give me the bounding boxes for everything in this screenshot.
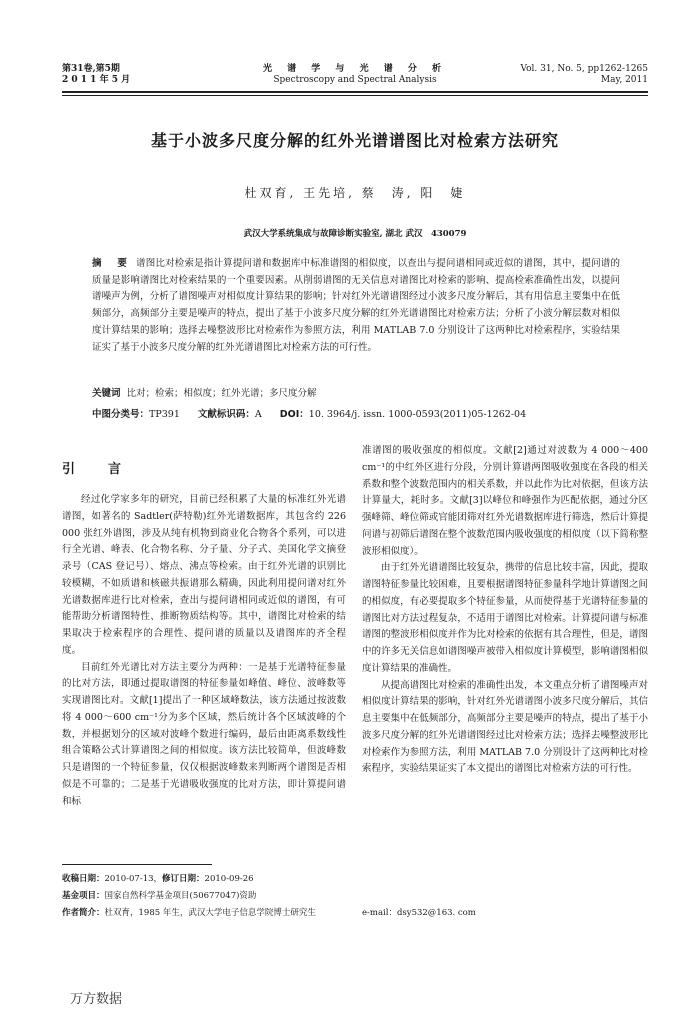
- footnotes: [62, 871, 648, 922]
- keywords: [92, 386, 620, 403]
- doi-label: DOI：: [279, 409, 309, 420]
- header-rule-thick: [62, 91, 648, 93]
- issue-date-en: May, 2011: [600, 75, 648, 85]
- intro-paragraph: 目前红外光谱比对方法主要分为两种：一是基于光谱特征参量的比对方法，即通过提取谱图的特征参量如峰值、峰位、波峰数等实现谱图比对。文献[1]提出了一种区域峰数法，该方法通过按波数将 4 000～600 cm⁻¹分为多个区域，然后统计各个区域波峰的个数，并根据划分的区域对波峰个数进行编码，最后由距离系数线性组合策略公式计算谱图之间的相似度。该方法比较简单，但波峰数只是谱图的一个特征参量，仅仅根据波峰数来判断两个谱图是否相似是不可靠的；二是基于光谱吸收强度的比对方法，即计算提问谱和标: [62, 661, 346, 807]
- revised-label: 修订日期：: [162, 874, 205, 884]
- revised-date: 2010-09-26: [204, 874, 254, 884]
- intro-paragraph: 准谱图的吸收强度的相似度。文献[2]通过对波数为 4 000～400 cm⁻¹的中红外区进行分段，分别计算谱两图吸收强度在各段的相关系数和整个波数范围内的相关系数，并以此作为比对依据，但该方法计算量大，耗时多。文献[3]以峰位和峰强作为匹配依据，通过分区强峰筛、峰位筛或官能团筛对红外光谱数据库进行筛选，然后计算提问谱与初筛后谱图在整个波数范围内吸收强度的相似度（以下简称整波形相似度）。: [362, 445, 648, 557]
- received-date: 2010-07-13，: [104, 874, 163, 884]
- journal-name-en: Spectroscopy and Spectral Analysis: [273, 75, 437, 85]
- left-column: [62, 492, 346, 810]
- volume-issue-cn: 第31卷,第5期: [62, 64, 120, 74]
- classification-row: [92, 407, 620, 424]
- bio-label: 作者简介：: [62, 908, 105, 918]
- fund-label: 基金项目：: [62, 891, 105, 901]
- section-heading-introduction: 引 言: [62, 462, 132, 477]
- volume-pages: [520, 64, 648, 86]
- doc-code-label: 文献标识码：: [197, 409, 255, 420]
- journal-name-cn: 光 谱 学 与 光 谱 分 析: [263, 64, 447, 74]
- footnote-fund: [62, 888, 648, 905]
- affiliation: 武汉大学系统集成与故障诊断实验室, 湖北 武汉 430079: [243, 229, 467, 239]
- keywords-text: 比对；检索；相似度；红外光谱；多尺度分解: [126, 388, 317, 399]
- doc-code-value: A: [254, 409, 262, 420]
- footnote-rule: [62, 864, 212, 865]
- received-label: 收稿日期：: [62, 874, 105, 884]
- paper-title: 基于小波多尺度分解的红外光谱谱图比对检索方法研究: [150, 131, 559, 150]
- doi-value[interactable]: 10. 3964/j. issn. 1000-0593(2011)05-1262-04: [308, 409, 527, 420]
- intro-paragraph: 从提高谱图比对检索的准确性出发，本文重点分析了谱图噪声对相似度计算结果的影响，针对红外光谱谱图小波多尺度分解后，其信息主要集中在低频部分，高频部分主要是噪声的特点，提出了基于小波多尺度分解的红外光谱谱图经过比对检索方法；选择去噪整波形比对检索作为参照方法，利用 MATLAB 7.0 分别设计了这两种比对检索程序，实验结果证实了本文提出的谱图比对检索方法的可行性。: [362, 679, 648, 775]
- abstract: [92, 256, 620, 356]
- author-list: 杜双育, 王先培, 蔡 涛, 阳 婕: [244, 186, 466, 200]
- keywords-label: 关键词: [92, 388, 121, 399]
- clc-label: 中图分类号：: [92, 409, 150, 420]
- footnote-dates: [62, 871, 648, 888]
- footnote-bio: [62, 905, 648, 922]
- running-header: [62, 64, 648, 88]
- intro-paragraph: 由于红外光谱谱图比较复杂，携带的信息比较丰富，因此，提取谱图特征参量比较困难，且要根据谱图特征参量科学地计算谱图之间的相似度，有必要提取多个特征参量，从而使得基于光谱特征参量的谱图比对方法过程复杂，不适用于谱图比对检索。计算提问谱与标准谱图的整波形相似度并作为比对检索的依据有其合理性，但是，谱图中的许多无关信息如谱图噪声被带入相似度计算模型，影响谱图相似度计算结果的准确性。: [362, 562, 648, 674]
- issue-date-cn: 2 0 1 1 年 5 月: [62, 75, 131, 85]
- header-rule-thin: [62, 95, 648, 96]
- right-column: [362, 443, 648, 778]
- author-email[interactable]: e-mail：dsy532@163. com: [362, 908, 476, 918]
- abstract-label: 摘 要: [92, 258, 131, 269]
- volume-pages-en: Vol. 31, No. 5, pp1262-1265: [520, 64, 648, 74]
- watermark-text: 万方数据: [70, 992, 123, 1007]
- abstract-text: 谱图比对检索是指计算提问谱和数据库中标准谱图的相似度，以查出与提问谱相同或近似的谱图，其中，提问谱的质量是影响谱图比对检索结果的一个重要因素。从削弱谱图的无关信息对谱图比对检索的影响、提高检索准确性出发，以提问谱噪声为例，分析了谱图噪声对相似度计算结果的影响；针对红外光谱谱图经过小波多尺度分解后，其有用信息主要集中在低频部分，高频部分主要是噪声的特点，提出了基于小波多尺度分解的红外光谱谱图比对检索方法；分析了小波分解层数对相似度计算结果的影响；选择去噪整波形比对检索作为参照方法，利用 MATLAB 7.0 分别设计了这两种比对检索程序，实验结果证实了基于小波多尺度分解的红外光谱谱图比对检索方法的可行性。: [92, 258, 620, 353]
- clc-value: TP391: [149, 409, 180, 420]
- bio-text: 杜双育，1985 年生，武汉大学电子信息学院博士研究生: [104, 908, 316, 918]
- fund-text: 国家自然科学基金项目(50677047)资助: [104, 891, 257, 901]
- intro-paragraph: 经过化学家多年的研究，目前已经积累了大量的标准红外光谱谱图，如著名的 Sadtler(萨特勒)红外光谱数据库，其包含约 226 000 张红外谱图，涉及从纯有机物到商业化合物各个系列，可以进行全光谱、峰表、化合物名称、分子量、分子式、美国化学文摘登录号（CAS 登记号）、熔点、沸点等检索。由于红外光谱的识别比较模糊，不如质谱和核磁共振谱那么精确，因此利用提问谱对红外光谱数据库进行比对检索，查出与提问谱相同或近似的谱图，有可能帮助分析谱图特性、推断物质结构等。其中，谱图比对检索的结果取决于检索程序的合理性、提问谱的质量以及谱图库的齐全程度。: [62, 494, 346, 656]
